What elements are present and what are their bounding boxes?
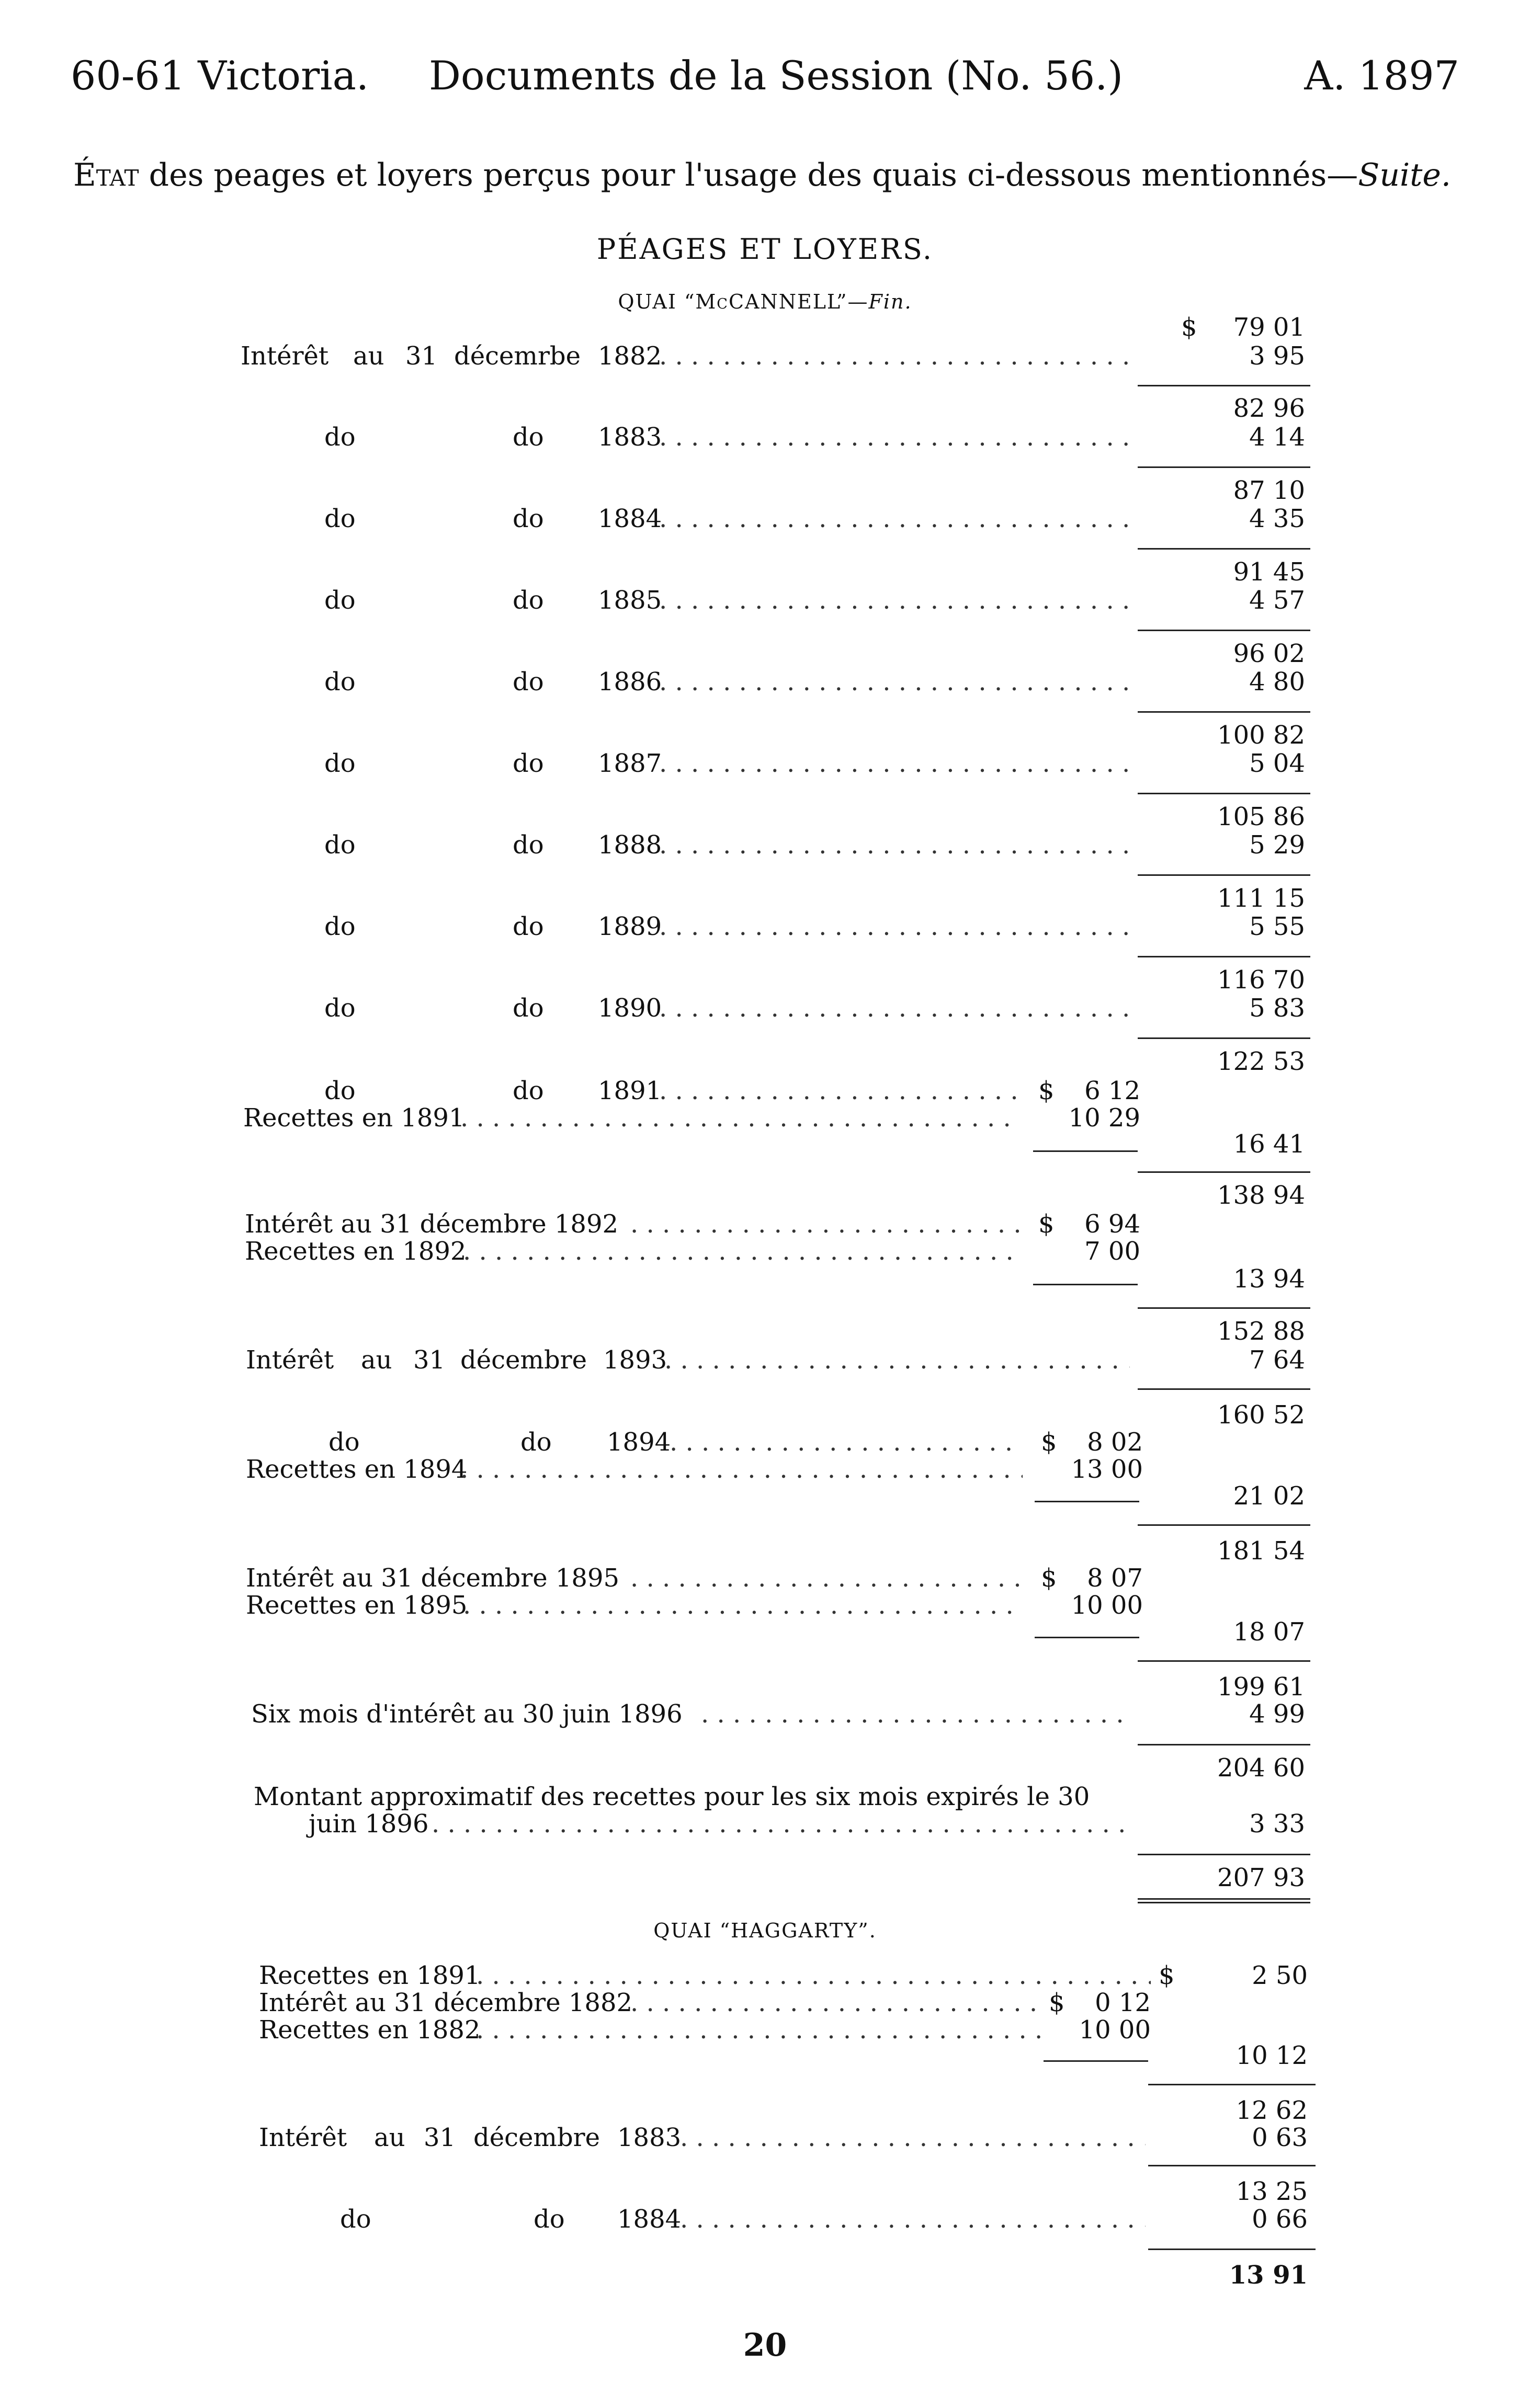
sum-rule (1138, 1388, 1310, 1390)
sum-rule (1138, 956, 1310, 957)
interest-amount: 0 12 (1095, 1988, 1151, 2017)
entry-label: Intérêt (259, 2123, 347, 2152)
entry-label: do (513, 830, 544, 860)
entry-year: 1883 (598, 423, 662, 452)
dollar-sign: $ (1038, 1076, 1055, 1105)
receipts-amount: 10 00 (1071, 1591, 1143, 1620)
mccannell-title-fin: Fin. (868, 290, 912, 313)
entry-label: do (324, 667, 356, 697)
interest-amount: 5 55 (1249, 912, 1305, 941)
entry-label: do (324, 423, 356, 452)
leader-dots (460, 1456, 1023, 1483)
interest-amount: 4 35 (1249, 504, 1305, 533)
leader-dots (659, 505, 1130, 532)
leader-dots (680, 2124, 1146, 2151)
entry-year: 1890 (598, 994, 662, 1023)
entry-year: 1886 (598, 667, 662, 697)
leader-dots (630, 1565, 1023, 1592)
interest-amount: 6 94 (1084, 1209, 1140, 1239)
interest-amount: 4 57 (1249, 586, 1305, 615)
leader-dots (659, 668, 1130, 695)
leader-dots (659, 1077, 1020, 1104)
receipts-label: Recettes en 1882 (259, 2015, 481, 2045)
receipts-label: Recettes en 1895 (246, 1591, 468, 1620)
leader-dots (476, 2016, 1044, 2044)
six-month-interest-label: Six mois d'intérêt au 30 juin 1896 (251, 1699, 683, 1729)
subtitle-lead: État (73, 157, 139, 193)
dollar-sign: $ (1038, 1209, 1055, 1239)
leader-dots (630, 1989, 1044, 2016)
leader-dots (463, 1592, 1023, 1619)
running-balance: 100 82 (1217, 721, 1305, 750)
entry-label: Intérêt (241, 341, 329, 371)
receipts-label: Recettes en 1894 (246, 1455, 468, 1484)
entry-label: do (324, 586, 356, 615)
receipts-amount: 7 00 (1084, 1237, 1140, 1266)
table-subtitle (73, 157, 1454, 193)
leader-dots (659, 750, 1130, 777)
grand-total: 207 93 (1217, 1863, 1305, 1892)
entry-year: 1894 (607, 1428, 671, 1457)
sub-rule (1044, 2060, 1148, 2062)
receipts-amount: 3 33 (1249, 1809, 1305, 1839)
sum-rule (1138, 630, 1310, 631)
entry-label: do (534, 2205, 565, 2234)
leader-dots (463, 1238, 1020, 1265)
sum-rule (1138, 1171, 1310, 1173)
entry-label: do (324, 994, 356, 1023)
sum-rule (1138, 711, 1310, 713)
sum-rule (1138, 385, 1310, 386)
entry-label: do (513, 749, 544, 778)
entry-year: 1889 (598, 912, 662, 941)
sum-rule (1138, 466, 1310, 468)
receipts-label: Recettes en 1892 (245, 1237, 467, 1266)
entry-label: au (361, 1345, 392, 1375)
leader-dots (659, 913, 1130, 940)
running-balance: 82 96 (1233, 394, 1305, 423)
entry-label: do (324, 830, 356, 860)
sub-rule (1035, 1637, 1139, 1638)
running-balance: 12 62 (1236, 2096, 1308, 2125)
running-balance: 13 91 (1229, 2261, 1308, 2290)
receipts-amount: 10 29 (1068, 1103, 1140, 1133)
entry-year: 1882 (598, 341, 662, 371)
entry-label: do (513, 586, 544, 615)
leader-dots (680, 2206, 1146, 2233)
interest-amount: 6 12 (1084, 1076, 1140, 1105)
entry-label: do (513, 423, 544, 452)
interest-label: Intérêt au 31 décembre 1882 (259, 1988, 633, 2017)
entry-label: do (340, 2205, 371, 2234)
sub-rule (1033, 1150, 1138, 1152)
header-center: Documents de la Session (No. 56.) (429, 52, 1124, 99)
entry-label: do (520, 1428, 552, 1457)
net-amount: 13 94 (1233, 1264, 1305, 1294)
receipts-amount: 13 00 (1071, 1455, 1143, 1484)
sub-rule (1033, 1284, 1138, 1285)
entry-year: 1893 (603, 1345, 667, 1375)
net-amount: 18 07 (1233, 1617, 1305, 1647)
leader-dots (432, 1810, 1130, 1838)
running-balance: 181 54 (1217, 1536, 1305, 1566)
sum-rule (1148, 2249, 1316, 2250)
entry-label: do (324, 504, 356, 533)
interest-amount: 0 63 (1252, 2123, 1308, 2152)
receipts-label: Recettes en 1891 (259, 1961, 481, 1990)
entry-label: décemrbe (454, 341, 581, 371)
entry-label: do (513, 504, 544, 533)
running-balance: 160 52 (1217, 1400, 1305, 1430)
entry-label: décembre (460, 1345, 587, 1375)
entry-year: 1888 (598, 830, 662, 860)
entry-label: do (513, 667, 544, 697)
interest-amount: 4 80 (1249, 667, 1305, 697)
running-balance: 96 02 (1233, 639, 1305, 668)
haggarty-title: QUAI “HAGGARTY”. (653, 1919, 877, 1942)
entry-year: 1887 (598, 749, 662, 778)
entry-label: do (328, 1428, 360, 1457)
running-balance: 204 60 (1217, 1753, 1305, 1783)
interest-amount: 5 29 (1249, 830, 1305, 860)
net-amount: 21 02 (1233, 1481, 1305, 1511)
sum-rule (1138, 793, 1310, 794)
entry-label: 31 (413, 1345, 446, 1375)
receipts-label: Recettes en 1891 (243, 1103, 465, 1133)
net-amount: 10 12 (1236, 2041, 1308, 2070)
interest-amount: 7 64 (1249, 1345, 1305, 1375)
interest-label: Intérêt au 31 décembre 1892 (245, 1209, 619, 1239)
dollar-sign: $ (1159, 1961, 1175, 1990)
leader-dots (659, 587, 1130, 614)
running-balance: 87 10 (1233, 476, 1305, 505)
dollar-sign: $ (1041, 1564, 1057, 1593)
approx-receipts-label-2: juin 1896 (309, 1809, 429, 1839)
receipts-amount: 2 50 (1252, 1961, 1308, 1990)
interest-amount: 0 66 (1252, 2205, 1308, 2234)
dollar-sign: $ (1041, 1428, 1057, 1457)
entry-year: 1883 (617, 2123, 682, 2152)
sum-rule (1138, 1524, 1310, 1526)
entry-label: do (513, 994, 544, 1023)
entry-label: décembre (473, 2123, 600, 2152)
entry-year: 1891 (598, 1076, 662, 1105)
interest-amount: 8 07 (1087, 1564, 1143, 1593)
mccannell-title (0, 290, 1530, 313)
entry-label: Intérêt (246, 1345, 334, 1375)
leader-dots (659, 831, 1130, 859)
entry-label: 31 (424, 2123, 456, 2152)
approx-receipts-label: Montant approximatif des recettes pour les six mois expirés le 30 (254, 1782, 1090, 1811)
running-balance: 111 15 (1217, 884, 1305, 913)
interest-amount: 3 95 (1249, 341, 1305, 371)
leader-dots (630, 1211, 1020, 1238)
sum-rule (1148, 2084, 1316, 2085)
entry-year: 1884 (598, 504, 662, 533)
running-balance: 105 86 (1217, 802, 1305, 831)
subtitle-text: des peages et loyers perçus pour l'usage des quais ci-dessous mentionnés— (149, 157, 1358, 193)
running-balance: 199 61 (1217, 1672, 1305, 1702)
sum-rule (1138, 1660, 1310, 1662)
running-balance: 122 53 (1217, 1047, 1305, 1076)
sum-rule (1138, 1854, 1310, 1855)
interest-label: Intérêt au 31 décembre 1895 (246, 1564, 620, 1593)
entry-year: 1884 (617, 2205, 682, 2234)
net-amount: 16 41 (1233, 1129, 1305, 1159)
leader-dots (659, 343, 1130, 370)
header-left: 60-61 Victoria. (71, 52, 369, 99)
sum-rule (1148, 2165, 1316, 2166)
leader-dots (664, 1346, 1130, 1374)
sum-rule (1138, 874, 1310, 876)
interest-amount: 5 83 (1249, 994, 1305, 1023)
entry-label: do (324, 1076, 356, 1105)
page-number: 20 (743, 2327, 787, 2364)
entry-label: do (324, 912, 356, 941)
sum-rule (1138, 1037, 1310, 1039)
sub-rule (1035, 1501, 1139, 1502)
sum-rule (1138, 1307, 1310, 1309)
running-balance: 91 45 (1233, 557, 1305, 587)
section-title: PÉAGES ET LOYERS. (596, 233, 934, 266)
dollar-sign: $ (1049, 1988, 1065, 2017)
running-balance: 152 88 (1217, 1317, 1305, 1346)
double-rule (1138, 1898, 1310, 1903)
interest-amount: 5 04 (1249, 749, 1305, 778)
leader-dots (659, 424, 1130, 451)
interest-amount: 4 14 (1249, 423, 1305, 452)
leader-dots (659, 995, 1130, 1022)
leader-dots (670, 1429, 1020, 1456)
running-balance: 138 94 (1217, 1181, 1305, 1210)
sum-rule (1138, 548, 1310, 550)
mccannell-title-text: QUAI “McCANNELL”— (618, 290, 869, 313)
sum-rule (1138, 1744, 1310, 1745)
interest-amount: 4 99 (1249, 1699, 1305, 1729)
receipts-amount: 10 00 (1079, 2015, 1151, 2045)
leader-dots (701, 1701, 1130, 1728)
entry-year: 1885 (598, 586, 662, 615)
leader-dots (460, 1104, 1020, 1132)
leader-dots (476, 1962, 1151, 1989)
running-balance: 13 25 (1236, 2177, 1308, 2206)
running-balance: 116 70 (1217, 965, 1305, 995)
entry-label: do (324, 749, 356, 778)
dollar-sign: $ (1181, 313, 1197, 342)
entry-label: do (513, 1076, 544, 1105)
entry-label: au (374, 2123, 405, 2152)
header-right: A. 1897 (1304, 52, 1459, 99)
entry-label: 31 (405, 341, 438, 371)
subtitle-suite: Suite. (1358, 157, 1451, 193)
entry-label: do (513, 912, 544, 941)
interest-amount: 8 02 (1087, 1428, 1143, 1457)
opening-balance: 79 01 (1233, 313, 1305, 342)
entry-label: au (353, 341, 384, 371)
